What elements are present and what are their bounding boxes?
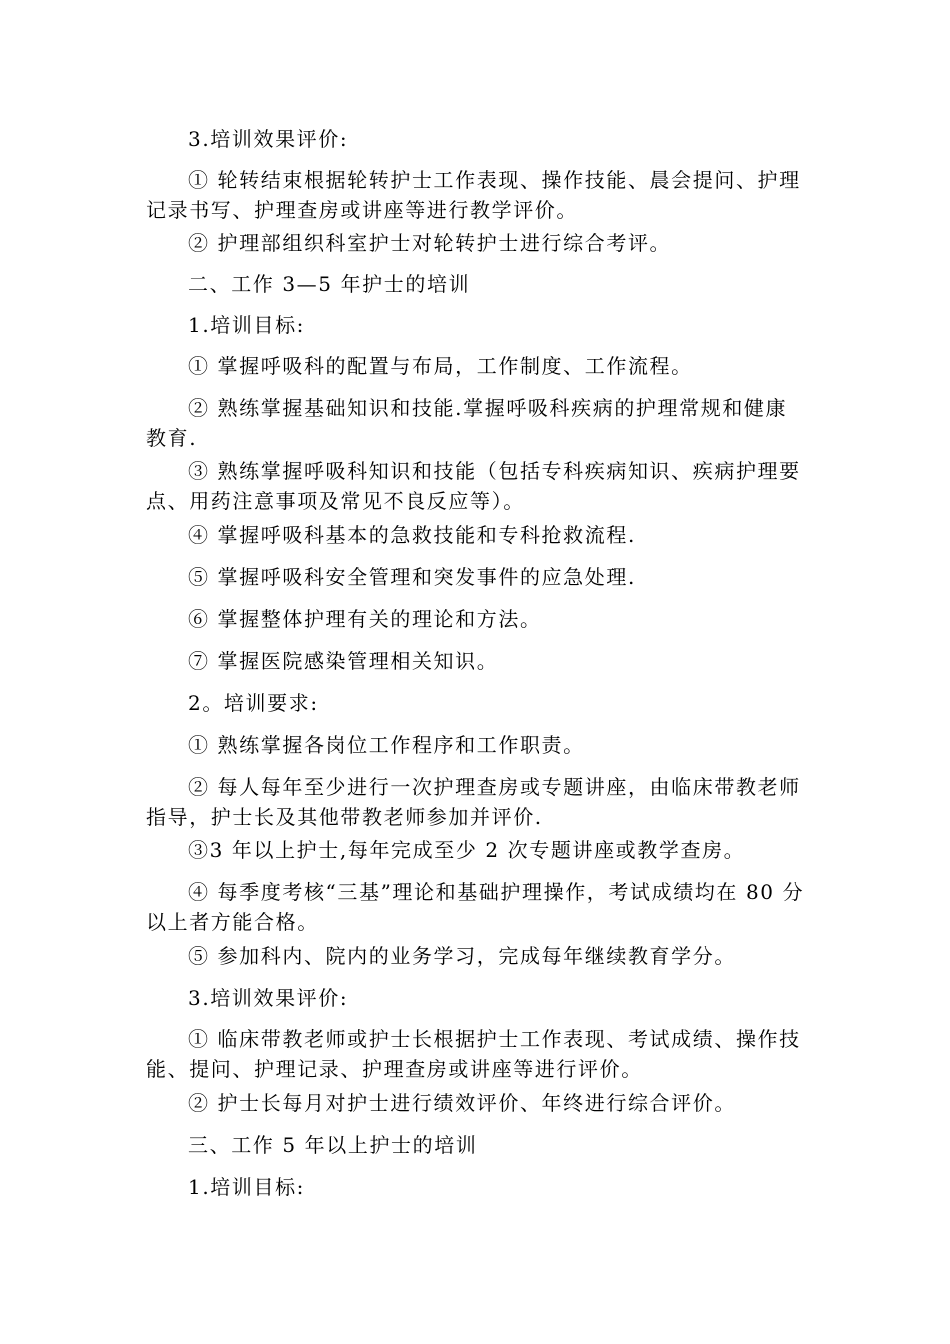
paragraph-requirement-4: ④ 每季度考核“三基”理论和基础护理操作，考试成绩均在 80 分以上者方能合格。 [146, 880, 805, 934]
paragraph-goal-6: ⑥ 掌握整体护理有关的理论和方法。 [188, 607, 542, 631]
paragraph-goal-1: ① 掌握呼吸科的配置与布局，工作制度、工作流程。 [188, 354, 693, 378]
paragraph-goal-4: ④ 掌握呼吸科基本的急救技能和专科抢救流程. [188, 523, 636, 547]
paragraph-requirement-1: ① 熟练掌握各岗位工作程序和工作职责。 [188, 733, 585, 757]
paragraph-evaluation-item-3: ① 临床带教老师或护士长根据护士工作表现、考试成绩、操作技能、提问、护理记录、护理查房或讲座等进行评价。 [146, 1027, 801, 1081]
section-heading-3-5-years: 二、工作 3—5 年护士的培训 [188, 272, 471, 296]
paragraph-goal-2: ② 熟练掌握基础知识和技能.掌握呼吸科疾病的护理常规和健康教育. [146, 396, 788, 450]
paragraph-evaluation-item-4: ② 护士长每月对护士进行绩效评价、年终进行综合评价。 [188, 1091, 736, 1115]
paragraph-evaluation-item-1: ① 轮转结束根据轮转护士工作表现、操作技能、晨会提问、护理记录书写、护理查房或讲座等进行教学评价。 [146, 168, 801, 222]
paragraph-goal-7: ⑦ 掌握医院感染管理相关知识。 [188, 649, 499, 673]
paragraph-evaluation-item-2: ② 护理部组织科室护士对轮转护士进行综合考评。 [188, 231, 672, 255]
paragraph-goal-5: ⑤ 掌握呼吸科安全管理和突发事件的应急处理. [188, 565, 636, 589]
paragraph-goals-heading: 1.培训目标: [188, 313, 306, 337]
paragraph-requirement-2: ② 每人每年至少进行一次护理查房或专题讲座，由临床带教老师指导，护士长及其他带教老师参加并评价. [146, 775, 801, 829]
paragraph-evaluation-heading-2: 3.培训效果评价: [188, 986, 349, 1010]
paragraph-evaluation-heading-1: 3.培训效果评价: [188, 127, 349, 151]
section-heading-5-plus-years: 三、工作 5 年以上护士的培训 [188, 1133, 478, 1157]
paragraph-goal-3: ③ 熟练掌握呼吸科知识和技能（包括专科疾病知识、疾病护理要点、用药注意事项及常见不良反应等）。 [146, 459, 801, 513]
paragraph-requirement-5: ⑤ 参加科内、院内的业务学习，完成每年继续教育学分。 [188, 944, 736, 968]
paragraph-requirements-heading: 2。培训要求: [188, 691, 319, 715]
paragraph-requirement-3: ③3 年以上护士,每年完成至少 2 次专题讲座或教学查房。 [188, 838, 746, 862]
paragraph-goals-heading-2: 1.培训目标: [188, 1175, 306, 1199]
